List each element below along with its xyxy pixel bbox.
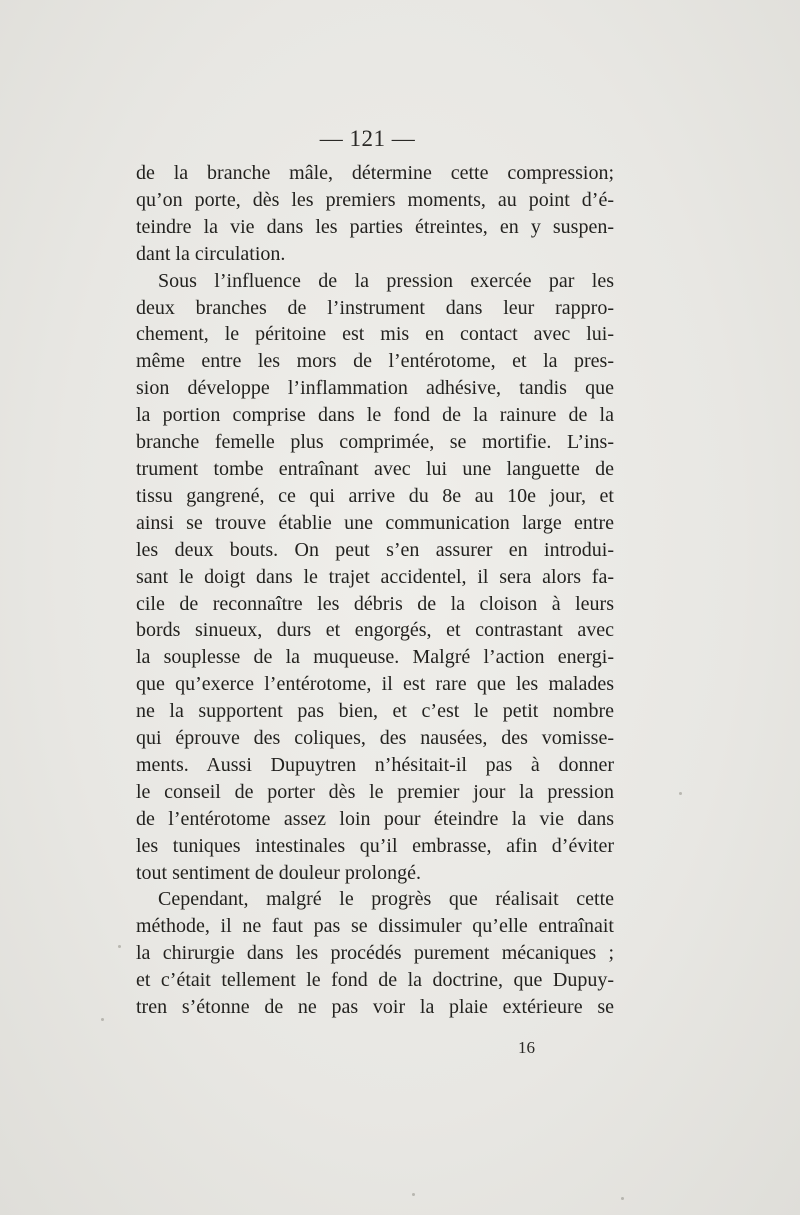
text-line: la chirurgie dans les procédés purement mécaniques ; [136, 942, 614, 965]
body-text [136, 160, 614, 1021]
paragraph-1 [136, 160, 614, 268]
text-line: ainsi se trouve établie une communication large entre [136, 511, 614, 534]
text-line: trument tombe entraînant avec lui une languette de [136, 457, 614, 480]
text-line: et c’était tellement le fond de la doctrine, que Dupuy- [136, 969, 614, 992]
text-line: que qu’exerce l’entérotome, il est rare que les malades [136, 673, 614, 696]
signature-mark: 16 [518, 1038, 535, 1057]
text-line: ments. Aussi Dupuytren n’hésitait-il pas à donner [136, 753, 614, 776]
paper-speck [621, 1197, 624, 1200]
page-number-header: — 121 — [319, 126, 416, 151]
text-line: teindre la vie dans les parties étreintes, en y suspen- [136, 215, 614, 238]
text-line: sant le doigt dans le trajet accidentel, il sera alors fa- [136, 565, 614, 588]
text-line: dant la circulation. [136, 242, 286, 265]
text-line: Cependant, malgré le progrès que réalisait cette [158, 888, 614, 911]
paragraph-2 [136, 268, 614, 887]
text-line: bords sinueux, durs et engorgés, et contrastant avec [136, 619, 614, 642]
text-line: même entre les mors de l’entérotome, et la pres- [136, 350, 614, 373]
paragraph-3 [136, 886, 614, 1021]
text-line: tren s’étonne de ne pas voir la plaie extérieure se [136, 996, 614, 1019]
text-line: le conseil de porter dès le premier jour la pression [136, 780, 614, 803]
text-line: branche femelle plus comprimée, se mortifie. L’ins- [136, 431, 614, 454]
text-line: méthode, il ne faut pas se dissimuler qu’elle entraînait [136, 915, 614, 938]
paper-speck [679, 792, 682, 795]
paper-speck [412, 1193, 415, 1196]
text-line: Sous l’influence de la pression exercée par les [158, 269, 614, 292]
text-line: tissu gangrené, ce qui arrive du 8e au 10e jour, et [136, 484, 614, 507]
text-line: de l’entérotome assez loin pour éteindre la vie dans [136, 807, 614, 830]
text-line: les tuniques intestinales qu’il embrasse, afin d’éviter [136, 834, 614, 857]
paper-speck [118, 945, 121, 948]
text-line: les deux bouts. On peut s’en assurer en introdui- [136, 538, 614, 561]
text-line: cile de reconnaître les débris de la cloison à leurs [136, 592, 614, 615]
text-line: la souplesse de la muqueuse. Malgré l’action energi- [136, 646, 614, 669]
text-line: deux branches de l’instrument dans leur rappro- [136, 296, 614, 319]
text-line: sion développe l’inflammation adhésive, tandis que [136, 377, 614, 400]
text-line: de la branche mâle, détermine cette compression; [136, 162, 614, 184]
text-line: qu’on porte, dès les premiers moments, au point d’é- [136, 188, 614, 211]
paper-speck [101, 1018, 104, 1021]
text-line: la portion comprise dans le fond de la rainure de la [136, 404, 614, 427]
text-line: ne la supportent pas bien, et c’est le petit nombre [136, 700, 614, 723]
text-line: qui éprouve des coliques, des nausées, des vomisse- [136, 727, 614, 750]
text-line: tout sentiment de douleur prolongé. [136, 861, 421, 884]
text-line: chement, le péritoine est mis en contact avec lui- [136, 323, 614, 346]
